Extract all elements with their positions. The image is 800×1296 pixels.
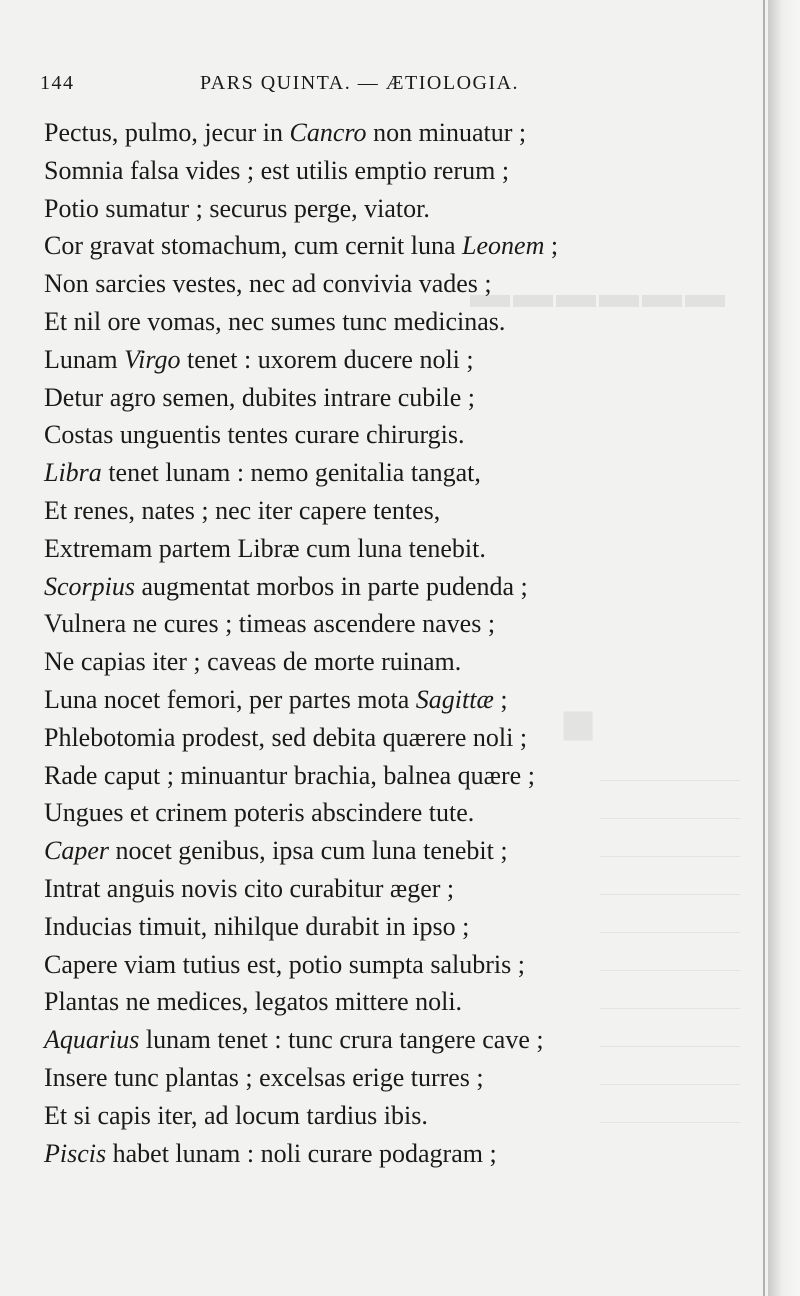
- verse-body: [44, 114, 744, 1172]
- verse-line-text: Intrat anguis novis cito curabitur æger ;: [44, 873, 455, 903]
- running-head: PARS QUINTA. — ÆTIOLOGIA.: [200, 72, 520, 94]
- bleed-through-heading: ▬▬▬▬▬▬: [470, 271, 728, 316]
- verse-line: [44, 1097, 744, 1135]
- verse-line-text: Extremam partem Libræ cum luna tenebit.: [44, 533, 486, 563]
- verse-line: [44, 832, 744, 870]
- verse-line: [44, 530, 744, 568]
- verse-line-text: habet lunam : noli curare podagram ;: [106, 1138, 497, 1168]
- verse-line-text: Et si capis iter, ad locum tardius ibis.: [44, 1100, 428, 1130]
- verse-line: [44, 870, 744, 908]
- verse-line-text: Inducias timuit, nihilque durabit in ipso ;: [44, 911, 470, 941]
- verse-line-text: nocet genibus, ipsa cum luna tenebit ;: [109, 836, 508, 866]
- verse-line-text: ;: [493, 684, 508, 714]
- verse-line-italic-word: Cancro: [289, 118, 367, 147]
- verse-line: [44, 719, 744, 757]
- verse-line-text: Insere tunc plantas ; excelsas erige turres ;: [44, 1062, 484, 1092]
- verse-line: [44, 1021, 744, 1059]
- verse-line-text: Et renes, nates ; nec iter capere tentes,: [44, 495, 441, 525]
- verse-line-text: Costas unguentis tentes curare chirurgis.: [44, 420, 465, 450]
- verse-line-italic-word: Caper: [44, 836, 109, 866]
- verse-line: [44, 114, 744, 152]
- verse-line-text: Detur agro semen, dubites intrare cubile ;: [44, 382, 476, 412]
- verse-line: [44, 908, 744, 946]
- verse-line-text: Lunam: [44, 344, 125, 374]
- verse-line-text: Phlebotomia prodest, sed debita quærere noli ;: [44, 722, 528, 752]
- verse-line-italic-word: Scorpius: [44, 571, 135, 601]
- verse-line: [44, 643, 744, 681]
- verse-line-text: non minuatur ;: [366, 118, 527, 147]
- verse-line: [44, 265, 744, 303]
- verse-line-text: Ungues et crinem poteris abscindere tute.: [44, 798, 475, 828]
- verse-line-text: Rade caput ; minuantur brachia, balnea quære ;: [44, 760, 535, 790]
- verse-line: [44, 983, 744, 1021]
- verse-line-text: Non sarcies vestes, nec ad convivia vades ;: [44, 269, 492, 299]
- verse-line-text: tenet : uxorem ducere noli ;: [180, 344, 474, 374]
- bleed-through-block: ——————— ——————— ——————— ——————— ——————— ——————— ——————— ——————— ——————— ———————: [600, 768, 740, 1132]
- verse-line-italic-word: Libra: [44, 458, 102, 488]
- verse-line-italic-word: Virgo: [124, 344, 181, 374]
- verse-line: [44, 227, 744, 265]
- verse-line-italic-word: Sagittæ: [415, 684, 494, 714]
- verse-line-text: augmentat morbos in parte pudenda ;: [135, 571, 528, 601]
- verse-line: [44, 946, 744, 984]
- verse-line-text: Plantas ne medices, legatos mittere noli.: [44, 987, 463, 1017]
- verse-line-text: Et nil ore vomas, nec sumes tunc medicinas.: [44, 306, 506, 336]
- verse-line-text: Ne capias iter ; caveas de morte ruinam.: [44, 647, 462, 677]
- verse-line-text: Potio sumatur ; securus perge, viator.: [44, 193, 430, 223]
- verse-line: [44, 568, 744, 606]
- verse-line: [44, 454, 744, 492]
- verse-line-text: Vulnera ne cures ; timeas ascendere naves ;: [44, 609, 496, 639]
- verse-line: [44, 152, 744, 190]
- verse-line-text: Capere viam tutius est, potio sumpta salubris ;: [44, 949, 525, 979]
- bleed-through-text: ■: [560, 691, 597, 757]
- verse-line-text: Luna nocet femori, per partes mota: [44, 684, 416, 714]
- verse-line: [44, 1059, 744, 1097]
- verse-line-italic-word: Leonem: [462, 231, 545, 261]
- verse-line: [44, 190, 744, 228]
- verse-line-text: lunam tenet : tunc crura tangere cave ;: [139, 1025, 544, 1055]
- page-edge-line: [763, 0, 765, 1296]
- verse-line-text: Pectus, pulmo, jecur in: [44, 118, 290, 147]
- verse-line: [44, 416, 744, 454]
- verse-line-text: Cor gravat stomachum, cum cernit luna: [44, 231, 463, 261]
- verse-line: [44, 605, 744, 643]
- verse-line-text: ;: [544, 231, 559, 261]
- verse-line: [44, 492, 744, 530]
- verse-line: [44, 681, 744, 719]
- verse-line: [44, 1135, 744, 1173]
- verse-line: [44, 757, 744, 795]
- verse-line-text: Somnia falsa vides ; est utilis emptio rerum ;: [44, 155, 510, 185]
- verse-line-italic-word: Piscis: [44, 1138, 107, 1168]
- verse-line: [44, 379, 744, 417]
- verse-line-italic-word: Aquarius: [44, 1025, 140, 1055]
- page-header: [40, 72, 740, 102]
- verse-line: [44, 341, 744, 379]
- verse-line: [44, 794, 744, 832]
- verse-line-text: tenet lunam : nemo genitalia tangat,: [101, 458, 481, 488]
- verse-line: [44, 303, 744, 341]
- page-number: 144: [40, 72, 75, 94]
- page-edge-shadow: [768, 0, 800, 1296]
